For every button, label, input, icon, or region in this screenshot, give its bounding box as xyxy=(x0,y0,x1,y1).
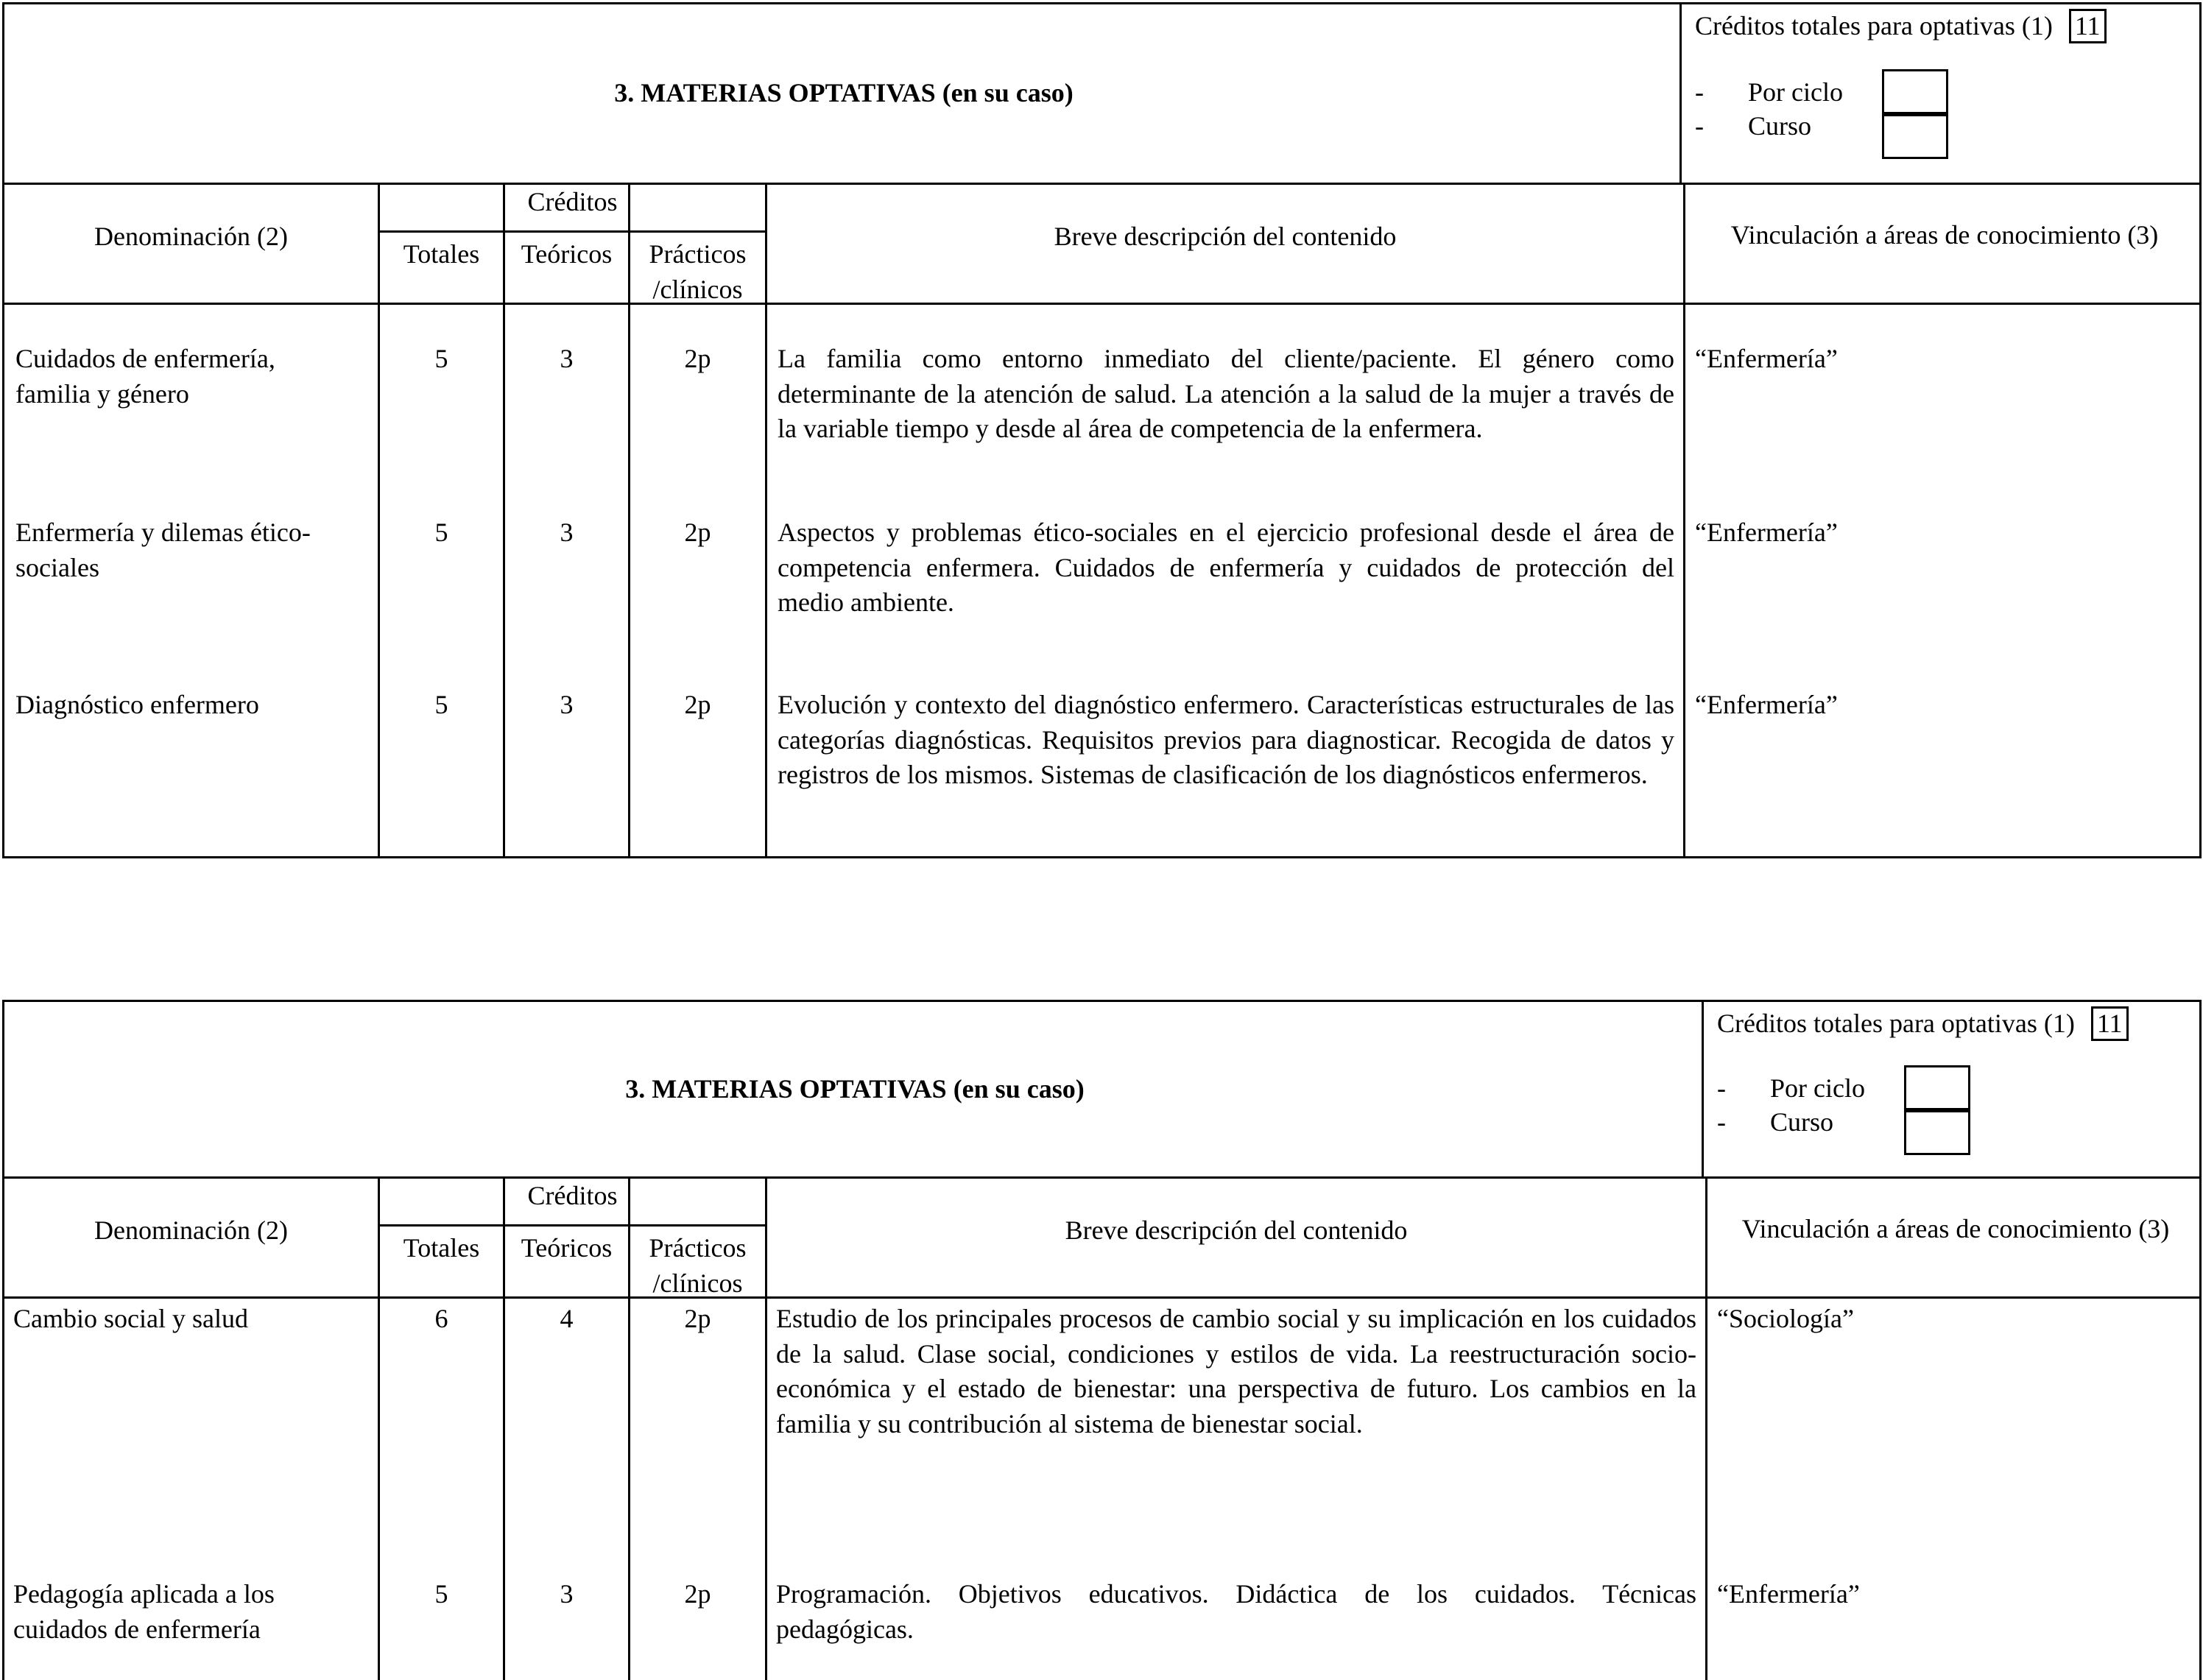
header-teoricos: Teóricos xyxy=(521,1233,613,1263)
row-totales: 5 xyxy=(434,690,448,719)
credits-total-line xyxy=(1717,1006,2129,1042)
row-vinculacion: “Enfermería” xyxy=(1695,518,1838,547)
header-creditos: Créditos xyxy=(527,187,618,216)
header-practicos: Prácticos /clínicos xyxy=(649,239,747,304)
por-ciclo-label: Por ciclo xyxy=(1770,1073,1865,1103)
credits-total-line xyxy=(1695,9,2107,44)
optativas-table-2 xyxy=(2,1000,2202,1680)
credits-total-label: Créditos totales para optativas (1) xyxy=(1695,11,2053,40)
row-teoricos: 3 xyxy=(560,1579,574,1609)
por-ciclo-box xyxy=(1904,1065,1970,1112)
credits-total-value: 11 xyxy=(2069,9,2107,43)
row-teoricos: 3 xyxy=(560,344,574,373)
row-totales: 6 xyxy=(434,1304,448,1333)
curso-box xyxy=(1882,112,1948,159)
row-teoricos: 3 xyxy=(560,518,574,547)
header-creditos: Créditos xyxy=(527,1181,618,1210)
header-denominacion: Denominación (2) xyxy=(94,222,288,251)
row-totales: 5 xyxy=(434,344,448,373)
credits-total-value: 11 xyxy=(2091,1006,2129,1041)
curso-box xyxy=(1904,1108,1970,1155)
table-body xyxy=(4,1176,2199,1680)
row-teoricos: 4 xyxy=(560,1304,574,1333)
credits-panel xyxy=(1702,1002,2199,1176)
row-denominacion: Enfermería y dilemas ético-sociales xyxy=(15,518,311,582)
header-totales: Totales xyxy=(403,1233,480,1263)
row-practicos: 2p xyxy=(684,518,711,547)
row-practicos: 2p xyxy=(684,690,711,719)
header-vinculacion: Vinculación a áreas de conocimiento (3) xyxy=(1730,220,2159,250)
header-descripcion: Breve descripción del contenido xyxy=(1054,222,1397,251)
curso-row: - Curso xyxy=(1695,111,1812,141)
row-denominacion: Diagnóstico enfermero xyxy=(15,690,259,719)
row-denominacion: Cambio social y salud xyxy=(13,1304,248,1333)
header-vinculacion: Vinculación a áreas de conocimiento (3) xyxy=(1741,1214,2170,1243)
row-totales: 5 xyxy=(434,518,448,547)
header-descripcion: Breve descripción del contenido xyxy=(1065,1215,1408,1245)
row-descripcion: La familia como entorno inmediato del cliente/paciente. El género como determinante de la atención de salud. La atención a la salud de la mujer a través de la variable tiempo y desde al área de competencia de la enfermera. xyxy=(778,344,1674,444)
row-practicos: 2p xyxy=(684,344,711,373)
header-teoricos: Teóricos xyxy=(521,239,613,269)
row-practicos: 2p xyxy=(684,1304,711,1333)
optativas-table-1 xyxy=(2,2,2202,858)
row-vinculacion: “Enfermería” xyxy=(1695,690,1838,719)
row-totales: 5 xyxy=(434,1579,448,1609)
por-ciclo-row: - Por ciclo xyxy=(1695,77,1843,107)
table-body xyxy=(4,183,2199,856)
row-descripcion: Evolución y contexto del diagnóstico enfermero. Características estructurales de las categorías diagnósticas. Requisitos previos para diagnosticar. Recogida de datos y registros de los mismos. Sistemas de clasificación de los diagnósticos enfermeros. xyxy=(778,690,1674,790)
row-denominacion: Cuidados de enfermería, familia y género xyxy=(15,344,275,409)
credits-total-label: Créditos totales para optativas (1) xyxy=(1717,1009,2075,1038)
header-totales: Totales xyxy=(403,239,480,269)
curso-label: Curso xyxy=(1748,111,1812,141)
credits-panel xyxy=(1679,4,2199,183)
por-ciclo-label: Por ciclo xyxy=(1748,77,1843,107)
table-header-block xyxy=(4,4,2199,185)
curso-label: Curso xyxy=(1770,1107,1834,1137)
section-title: 3. MATERIAS OPTATIVAS (en su caso) xyxy=(625,1073,1085,1104)
curso-row: - Curso xyxy=(1717,1107,1834,1137)
por-ciclo-row: - Por ciclo xyxy=(1717,1073,1865,1103)
section-title: 3. MATERIAS OPTATIVAS (en su caso) xyxy=(614,78,1074,108)
row-denominacion: Pedagogía aplicada a los cuidados de enfermería xyxy=(13,1579,275,1644)
row-vinculacion: “Enfermería” xyxy=(1717,1579,1860,1609)
row-teoricos: 3 xyxy=(560,690,574,719)
row-descripcion: Programación. Objetivos educativos. Didáctica de los cuidados. Técnicas pedagógicas. xyxy=(776,1579,1696,1644)
table-header-block xyxy=(4,1002,2199,1179)
header-denominacion: Denominación (2) xyxy=(94,1215,288,1245)
row-vinculacion: “Sociología” xyxy=(1717,1304,1854,1333)
por-ciclo-box xyxy=(1882,69,1948,116)
row-descripcion: Estudio de los principales procesos de cambio social y su implicación en los cuidados de la salud. Clase social, condiciones y estilos de vida. La reestructuración socio-económica y el estado de bienestar: una perspectiva de futuro. Los cambios en la familia y su contribución al sistema de bienestar social. xyxy=(776,1304,1696,1439)
row-vinculacion: “Enfermería” xyxy=(1695,344,1838,373)
row-descripcion: Aspectos y problemas ético-sociales en el ejercicio profesional desde el área de competencia enfermera. Cuidados de enfermería y cuidados de protección del medio ambiente. xyxy=(778,518,1674,618)
row-practicos: 2p xyxy=(684,1579,711,1609)
header-practicos: Prácticos /clínicos xyxy=(649,1233,747,1298)
